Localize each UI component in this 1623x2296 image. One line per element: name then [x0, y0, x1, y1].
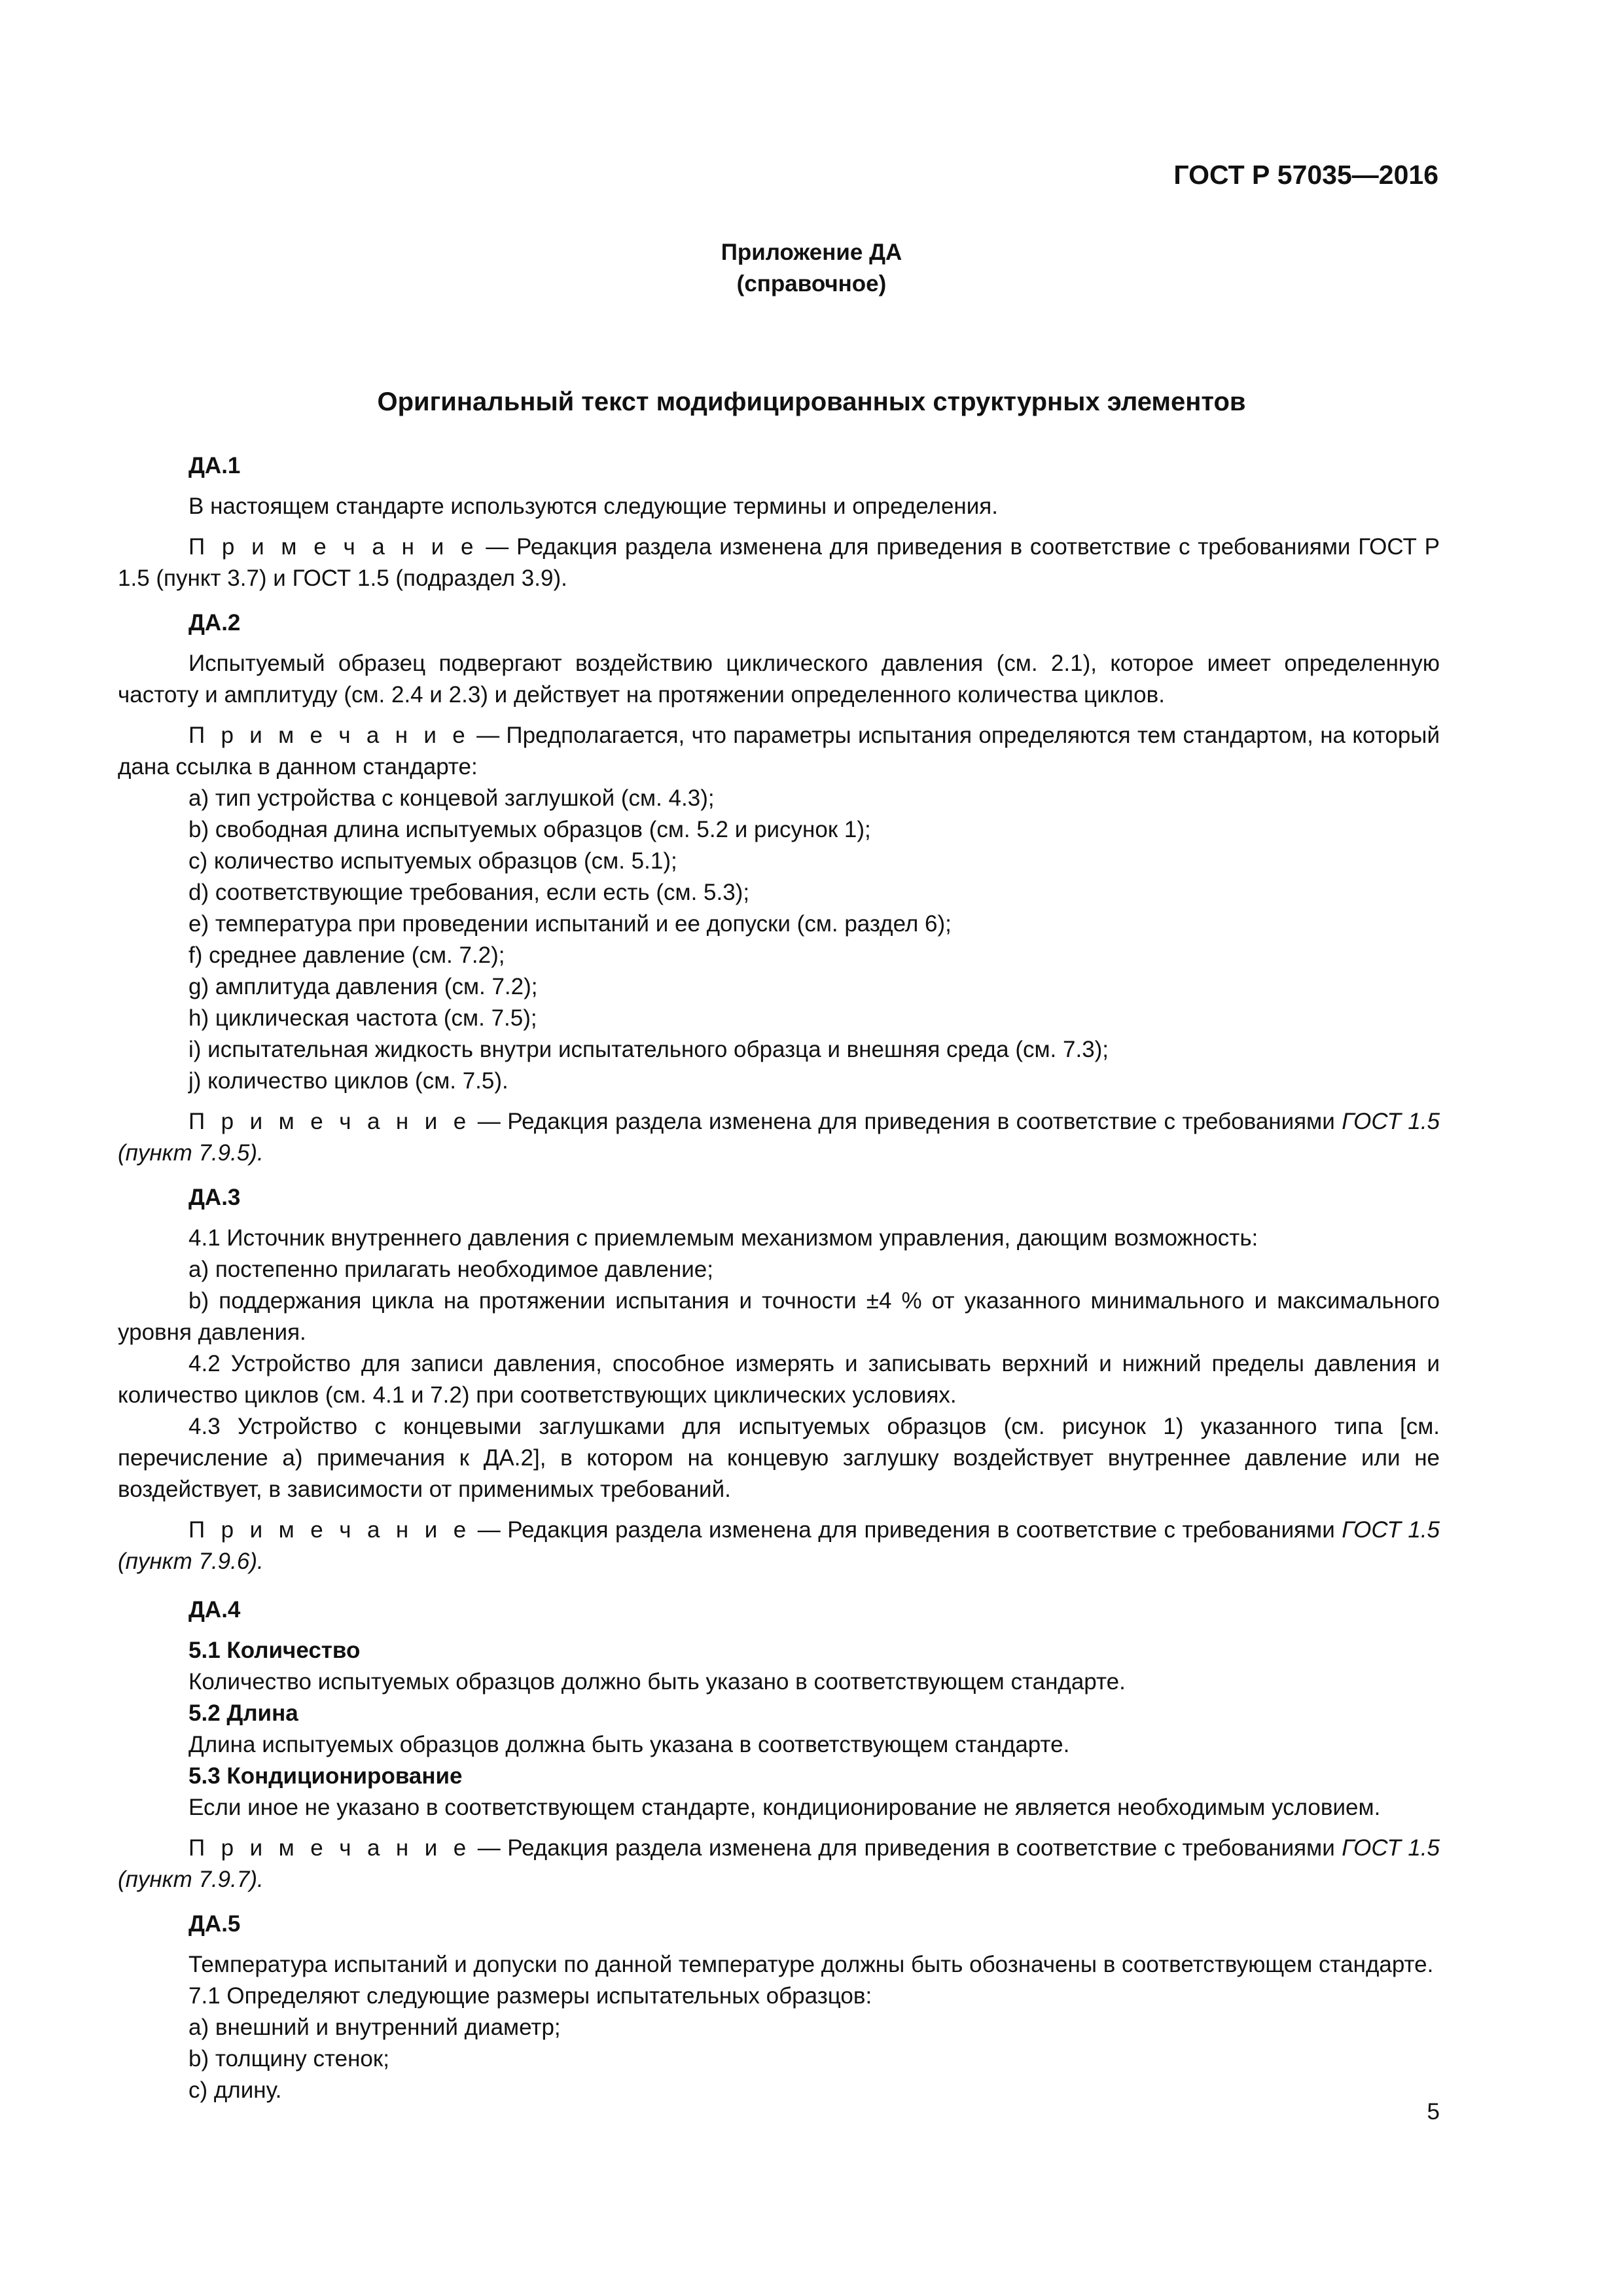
note-label: П р и м е ч а н и е — [188, 534, 478, 560]
clause-5-3-title: 5.3 Кондиционирование — [188, 1763, 463, 1789]
da2-note2: П р и м е ч а н и е — Редакция раздела изменена для приведения в соответствие с требованиями ГОСТ 1.5 (пункт 7.9.5). — [118, 1109, 1440, 1166]
document-code: ГОСТ Р 57035—2016 — [1173, 160, 1438, 190]
section-heading-da2: ДА.2 — [188, 610, 241, 636]
da5-text: Температура испытаний и допуски по данной температуре должны быть обозначены в соответствующем стандарте. — [188, 1952, 1434, 1977]
document-body — [118, 450, 1440, 2106]
list-item: b) толщину стенок; — [188, 2046, 389, 2072]
standard-reference: ГОСТ 1.5 (пункт 7.9.7). — [118, 1835, 1440, 1892]
da2-text: Испытуемый образец подвергают воздействию циклического давления (см. 2.1), которое имеет определенную частоту и амплитуду (см. 2.4 и 2.3) и действует на протяжении определенного количества циклов. — [118, 651, 1440, 708]
list-item: c) длину. — [188, 2077, 282, 2103]
appendix-title: Приложение ДА — [721, 240, 902, 265]
da1-note: П р и м е ч а н и е — Редакция раздела изменена для приведения в соответствие с требованиями ГОСТ Р 1.5 (пункт 3.7) и ГОСТ 1.5 (подраздел 3.9). — [118, 534, 1440, 591]
list-item: g) амплитуда давления (см. 7.2); — [188, 974, 538, 999]
clause-7-1: 7.1 Определяют следующие размеры испытательных образцов: — [188, 1983, 872, 2009]
note-label: П р и м е ч а н и е — [188, 1835, 471, 1861]
clause-5-2-text: Длина испытуемых образцов должна быть указана в соответствующем стандарте. — [188, 1732, 1070, 1757]
list-item: i) испытательная жидкость внутри испытательного образца и внешняя среда (см. 7.3); — [188, 1037, 1109, 1062]
note-label: П р и м е ч а н и е — [188, 1517, 471, 1543]
section-heading-da1: ДА.1 — [188, 453, 241, 478]
section-heading-da4: ДА.4 — [188, 1597, 241, 1623]
section-heading-da3: ДА.3 — [188, 1185, 241, 1210]
clause-4-3: 4.3 Устройство с концевыми заглушками для испытуемых образцов (см. рисунок 1) указанного типа [см. перечисление а) примечания к ДА.2], в котором на концевую заглушку воздействует внутреннее давление или не воздействует, в зависимости от применимых требований. — [118, 1414, 1440, 1502]
clause-4-2: 4.2 Устройство для записи давления, способное измерять и записывать верхний и нижний пределы давления и количество циклов (см. 4.1 и 7.2) при соответствующих циклических условиях. — [118, 1351, 1440, 1408]
main-title: Оригинальный текст модифицированных структурных элементов — [377, 387, 1246, 416]
list-item: a) тип устройства с концевой заглушкой (см. 4.3); — [188, 785, 715, 811]
list-item: j) количество циклов (см. 7.5). — [188, 1068, 508, 1094]
note-label: П р и м е ч а н и е — [188, 1109, 471, 1134]
clause-4-1: 4.1 Источник внутреннего давления с приемлемым механизмом управления, дающим возможность: — [188, 1225, 1258, 1251]
standard-reference: ГОСТ 1.5 (пункт 7.9.6). — [118, 1517, 1440, 1574]
list-item: b) поддержания цикла на протяжении испытания и точности ±4 % от указанного минимального и максимального уровня давления. — [118, 1288, 1440, 1345]
list-item: e) температура при проведении испытаний и ее допуски (см. раздел 6); — [188, 911, 952, 937]
da2-note: П р и м е ч а н и е — Предполагается, что параметры испытания определяются тем стандартом, на который дана ссылка в данном стандарте: — [118, 723, 1440, 780]
appendix-kind: (справочное) — [736, 271, 887, 296]
list-item: a) постепенно прилагать необходимое давление; — [188, 1257, 713, 1282]
clause-5-2-title: 5.2 Длина — [188, 1700, 298, 1726]
standard-reference: ГОСТ 1.5 (пункт 7.9.5). — [118, 1109, 1440, 1166]
da3-note: П р и м е ч а н и е — Редакция раздела изменена для приведения в соответствие с требованиями ГОСТ 1.5 (пункт 7.9.6). — [118, 1517, 1440, 1574]
list-item: h) циклическая частота (см. 7.5); — [188, 1005, 537, 1031]
clause-5-1-title: 5.1 Количество — [188, 1638, 361, 1663]
list-item: d) соответствующие требования, если есть (см. 5.3); — [188, 880, 750, 905]
clause-5-1-text: Количество испытуемых образцов должно быть указано в соответствующем стандарте. — [188, 1669, 1126, 1695]
list-item: a) внешний и внутренний диаметр; — [188, 2015, 561, 2040]
clause-5-3-text: Если иное не указано в соответствующем стандарте, кондиционирование не является необходимым условием. — [188, 1795, 1381, 1820]
section-heading-da5: ДА.5 — [188, 1911, 241, 1937]
list-item: b) свободная длина испытуемых образцов (см. 5.2 и рисунок 1); — [188, 817, 871, 842]
list-item: f) среднее давление (см. 7.2); — [188, 942, 505, 968]
da1-text: В настоящем стандарте используются следующие термины и определения. — [188, 493, 998, 519]
list-item: c) количество испытуемых образцов (см. 5.1); — [188, 848, 677, 874]
da4-note: П р и м е ч а н и е — Редакция раздела изменена для приведения в соответствие с требованиями ГОСТ 1.5 (пункт 7.9.7). — [118, 1835, 1440, 1892]
note-label: П р и м е ч а н и е — [188, 723, 470, 748]
page-number: 5 — [1427, 2099, 1440, 2125]
